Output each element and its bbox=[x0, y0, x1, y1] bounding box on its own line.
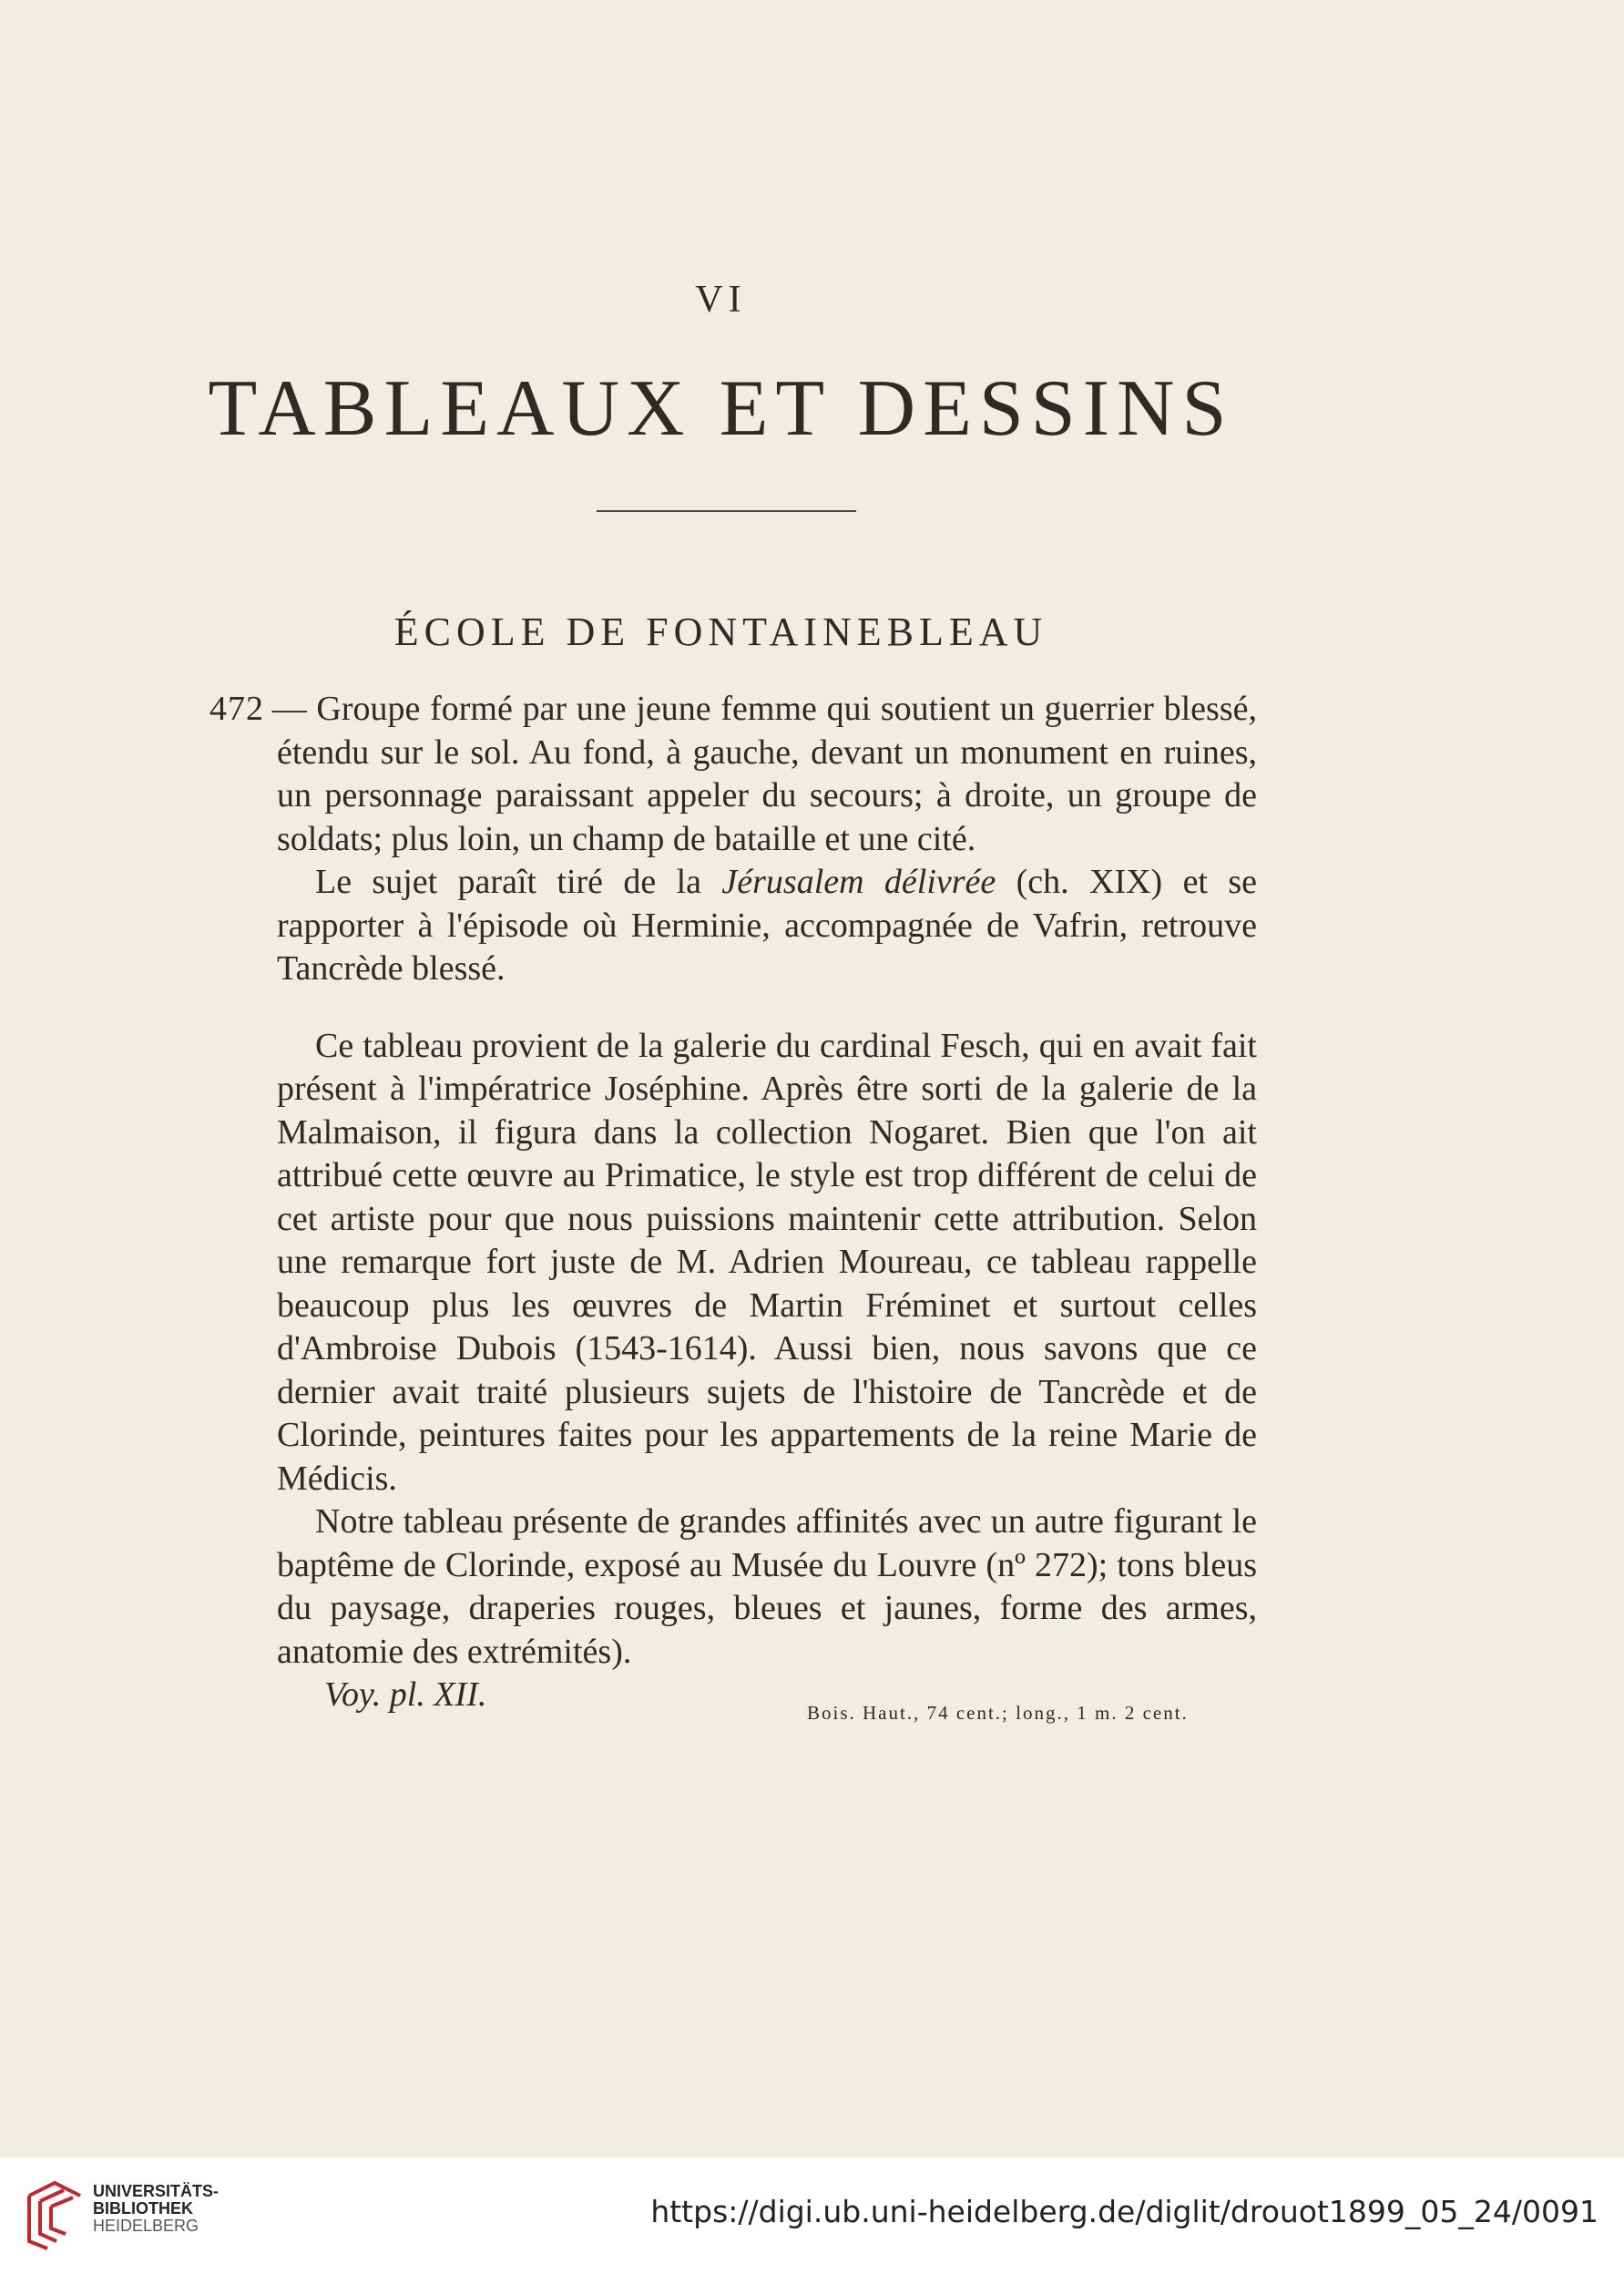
subject-work-title: Jérusalem délivrée bbox=[721, 863, 996, 901]
library-name bbox=[93, 2183, 219, 2235]
footer-bar bbox=[0, 2157, 1624, 2274]
library-name-line3: HEIDELBERG bbox=[93, 2217, 199, 2235]
provenance-paragraph: Ce tableau provient de la galerie du cardinal Fesch, qui en avait fait présent à l'impératrice Joséphine. Après être sorti de la galerie de la Malmaison, il figura dans la collection Nogaret. Bien que l'on ait attribué cette œuvre au Primatice, le style est trop différent de celui de cet artiste pour que nous puissions maintenir cette attribution. Selon une remarque fort juste de M. Adrien Moureau, ce tableau rappelle beaucoup plus les œuvres de Martin Fréminet et surtout celles d'Ambroise Dubois (1543-1614). Aussi bien, nous savons que ce dernier avait traité plusieurs sujets de l'histoire de Tancrède et de Clorinde, peintures faites pour les appartements de la reine Marie de Médicis. bbox=[277, 1026, 1257, 1498]
section-heading: ÉCOLE DE FONTAINEBLEAU bbox=[393, 609, 1048, 654]
reference-row bbox=[277, 1674, 1257, 1724]
university-library-logo-icon bbox=[20, 2177, 88, 2252]
dimensions: Bois. Haut., 74 cent.; long., 1 m. 2 cent. bbox=[807, 1702, 1189, 1724]
title-divider bbox=[597, 510, 856, 512]
entry-description: — Groupe formé par une jeune femme qui soutient un guerrier blessé, étendu sur le sol. Au fond, à gauche, devant un monument en ruines, un personnage paraissant appeler du secours; à droite, un groupe de soldats; plus loin, un champ de bataille et une cité. bbox=[271, 690, 1257, 858]
library-name-line2: BIBLIOTHEK bbox=[93, 2199, 193, 2218]
chapter-title: TABLEAUX ET DESSINS bbox=[208, 364, 1234, 453]
entry-description-paragraph bbox=[209, 688, 1257, 861]
permalink-url[interactable]: https://digi.ub.uni-heidelberg.de/diglit/drouot1899_05_24/0091 bbox=[650, 2194, 1598, 2229]
subject-text-start: Le sujet paraît tiré de la bbox=[315, 863, 722, 901]
subject-text-end: (ch. XIX) et se rapporter à l'épisode où Herminie, accompagnée de Vafrin, retrouve Tancrède blessé. bbox=[277, 863, 1257, 988]
subject-paragraph bbox=[277, 861, 1257, 991]
comparison-paragraph: Notre tableau présente de grandes affinités avec un autre figurant le baptême de Clorinde, exposé au Musée du Louvre (nº 272); tons bleus du paysage, draperies rouges, bleues et jaunes, forme des armes, anatomie des extrémités). bbox=[277, 1502, 1257, 1671]
library-name-line1: UNIVERSITÄTS- bbox=[93, 2182, 220, 2200]
chapter-number: VI bbox=[695, 279, 747, 321]
catalogue-entry bbox=[209, 688, 1257, 1724]
plate-reference: Voy. pl. XII. bbox=[324, 1675, 487, 1714]
lot-number: 472 bbox=[209, 690, 264, 728]
